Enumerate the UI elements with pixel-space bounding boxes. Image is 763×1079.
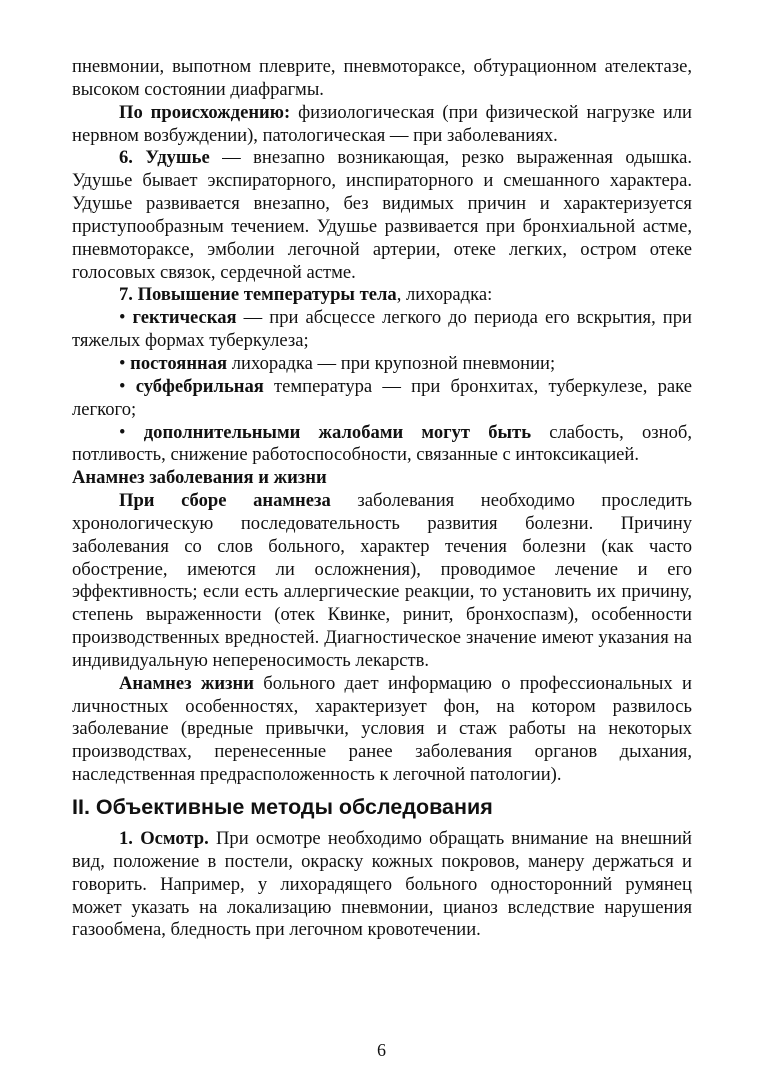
term-subfebrile: субфебрильная (125, 375, 264, 397)
bullet-icon: • (119, 307, 126, 329)
paragraph-continuation (72, 56, 692, 102)
page-number: 6 (377, 1040, 386, 1060)
term-origin: По происхождению: (119, 101, 291, 123)
subheading-anamnesis: Анамнез заболевания и жизни (72, 467, 327, 489)
bullet-text: слабость, озноб, потливость, снижение работоспособности, связанные с интоксикацией. (72, 421, 692, 466)
term-inspection: 1. Осмотр. (119, 828, 209, 849)
bullet-item-subfebrile (72, 376, 692, 422)
paragraph-text: При осмотре необходимо обращать внимание на внешний вид, положение в постели, окраску кожных покровов, манеру держаться и говорить. Например, у лихорадящего больного односторонний румянец может указать на локализацию пневмонии, цианоз вследствие нарушения газообмена, бледность при легочном кровотечении. (72, 828, 692, 941)
paragraph-text: пневмонии, выпотном плеврите, пневмотораксе, обтурационном ателектазе, высоком состоянии диафрагмы. (72, 56, 692, 100)
section-heading: II. Объективные методы обследования (72, 795, 493, 819)
paragraph-suffocation (72, 147, 692, 284)
paragraph-fever (72, 284, 692, 307)
page-body (72, 56, 692, 942)
bullet-text: лихорадка — при крупозной пневмонии; (227, 352, 556, 374)
paragraph-disease-anamnesis (72, 490, 692, 673)
term-hectic: гектическая (125, 307, 237, 329)
bullet-item-complaints (72, 422, 692, 468)
bullet-item-constant (72, 353, 692, 376)
paragraph-life-anamnesis (72, 673, 692, 787)
bullet-text: — при абсцессе легкого до периода его вскрытия, при тяжелых формах туберкулеза; (72, 307, 692, 352)
term-suffocation: 6. Удушье (119, 147, 210, 169)
bullet-icon: • (119, 421, 126, 443)
term-life-anamnesis: Анамнез жизни (119, 672, 254, 694)
bullet-item-hectic (72, 307, 692, 353)
bullet-icon: • (119, 375, 126, 397)
paragraph-origin (72, 102, 692, 148)
bullet-text: температура — при бронхитах, туберкулезе, раке легкого; (72, 375, 692, 420)
paragraph-text: больного дает информацию о профессиональных и личностных особенностях, характеризует фон, на котором развилось заболевание (вредные привычки, условия и стаж работы на некоторых производствах, перенесенные ранее заболевания органов дыхания, наследственная предрасположенность к легочной патологии). (72, 672, 692, 786)
paragraph-text: — внезапно возникающая, резко выраженная одышка. Удушье бывает экспираторного, инспираторного и смешанного характера. Удушье развивается внезапно, без видимых причин и характеризуется приступообразным течением. Удушье развивается при бронхиальной астме, пневмотораксе, эмболии легочной артерии, отеке легких, остром отеке голосовых связок, сердечной астме. (72, 147, 693, 283)
paragraph-text: , лихорадка: (396, 284, 493, 306)
paragraph-text: заболевания необходимо проследить хронологическую последовательность развития болезни. Причину заболевания со слов больного, характер течения болезни (как часто обострение, имеются ли осложнения), проводимое лечение и его эффективность; если есть аллергические реакции, то установить их причину, степень выраженности (отек Квинке, ринит, бронхоспазм), особенности производственных вредностей. Диагностическое значение имеют указания на индивидуальную непереносимость лекарств. (72, 490, 692, 671)
paragraph-text: физиологическая (при физической нагрузке или нервном возбуждении), патологическая — при заболеваниях. (72, 101, 693, 146)
term-constant: постоянная (125, 352, 228, 374)
bullet-icon: • (119, 352, 126, 374)
term-complaints: дополнительными жалобами могут быть (125, 421, 532, 443)
term-fever: 7. Повышение температуры тела (119, 284, 397, 306)
paragraph-inspection (72, 828, 692, 942)
term-anamnesis-collection: При сборе анамнеза (119, 490, 331, 512)
